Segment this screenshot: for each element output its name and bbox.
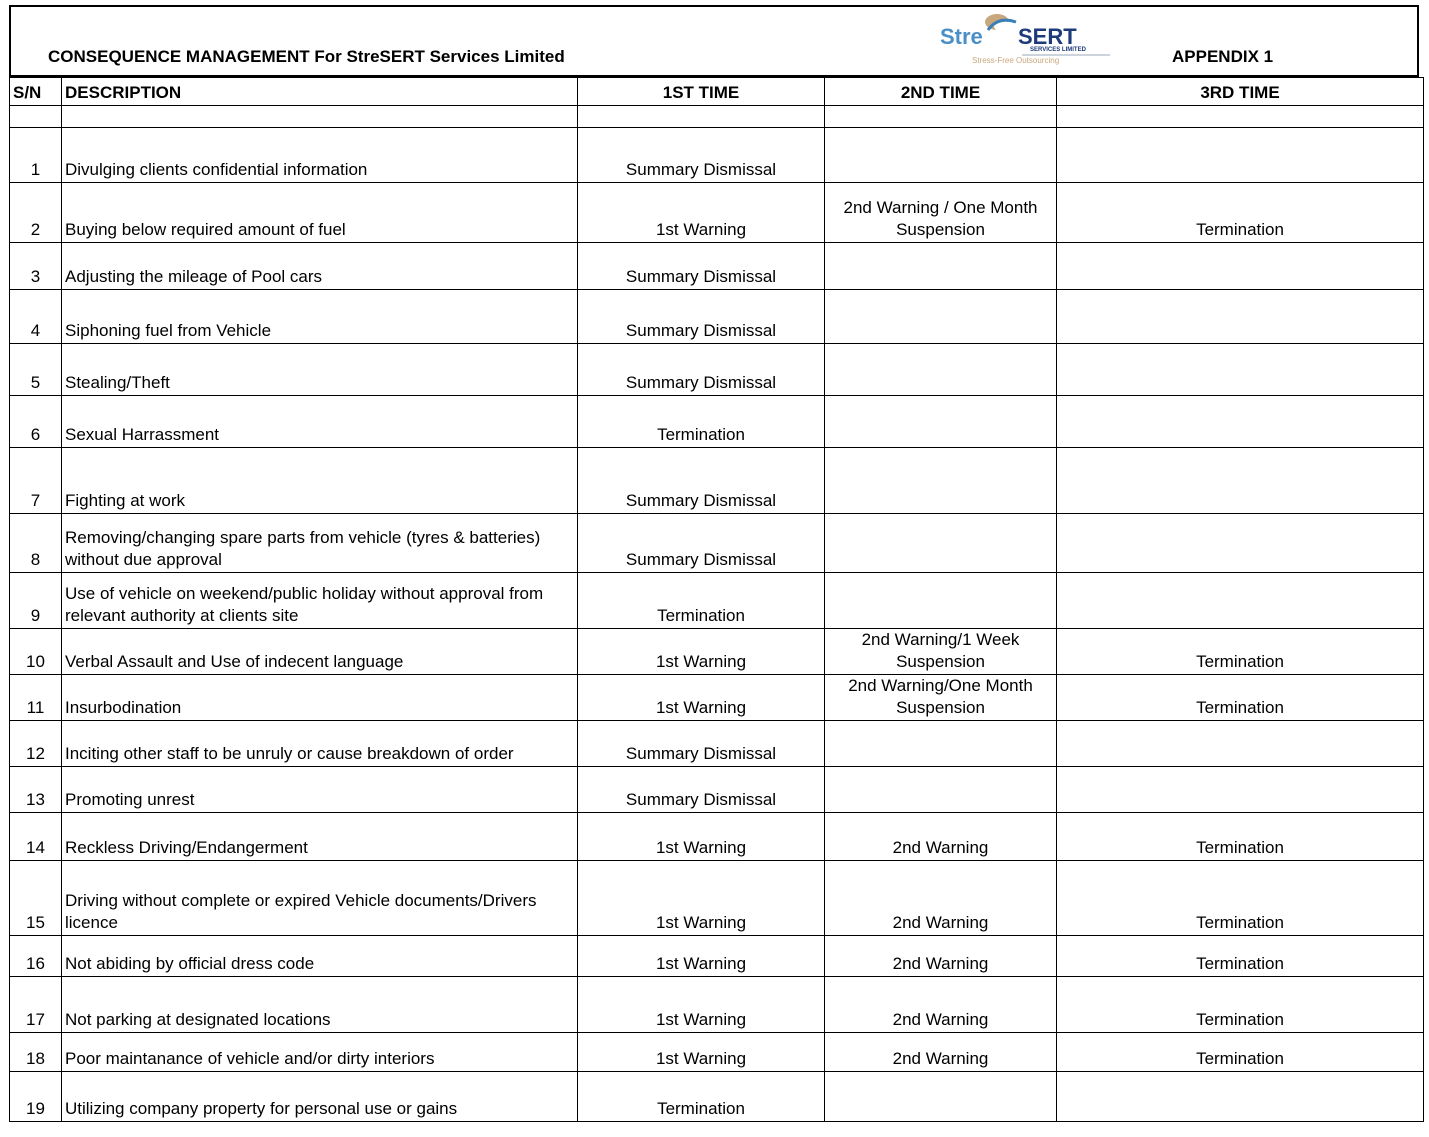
col-header-sn: S/N [10,78,62,106]
second-time-cell [825,573,1057,629]
second-time-cell [825,767,1057,813]
table-row [10,861,1424,936]
table-row [10,813,1424,861]
table-row [10,936,1424,977]
table-row [10,128,1424,183]
description-cell: Adjusting the mileage of Pool cars [62,243,578,290]
sn-cell: 13 [10,767,62,813]
logo-word-a: Stre [940,24,983,49]
sn-cell: 3 [10,243,62,290]
table-row [10,1033,1424,1072]
company-logo [930,10,1115,66]
sn-cell: 19 [10,1072,62,1122]
third-time-cell: Termination [1057,813,1424,861]
third-time-cell [1057,344,1424,396]
second-time-cell: 2nd Warning [825,977,1057,1033]
description-cell: Utilizing company property for personal use or gains [62,1072,578,1122]
sn-cell: 7 [10,448,62,514]
second-time-cell [825,448,1057,514]
third-time-cell: Termination [1057,977,1424,1033]
sn-cell: 15 [10,861,62,936]
sn-cell: 18 [10,1033,62,1072]
sn-cell: 16 [10,936,62,977]
second-time-cell [825,1072,1057,1122]
third-time-cell [1057,448,1424,514]
document-title: CONSEQUENCE MANAGEMENT For StreSERT Services Limited [48,47,565,66]
sn-cell: 8 [10,514,62,573]
third-time-cell [1057,128,1424,183]
first-time-cell: Summary Dismissal [578,128,825,183]
first-time-cell: Summary Dismissal [578,514,825,573]
table-row [10,573,1424,629]
sn-cell: 10 [10,629,62,675]
second-time-cell: 2nd Warning / One Month Suspension [825,183,1057,243]
third-time-cell: Termination [1057,675,1424,721]
second-time-cell: 2nd Warning [825,1033,1057,1072]
table-row [10,721,1424,767]
sn-cell: 9 [10,573,62,629]
second-time-cell [825,721,1057,767]
third-time-cell [1057,243,1424,290]
sn-cell: 17 [10,977,62,1033]
first-time-cell: Summary Dismissal [578,767,825,813]
third-time-cell [1057,767,1424,813]
description-cell: Insurbodination [62,675,578,721]
sn-cell: 12 [10,721,62,767]
description-cell: Sexual Harrassment [62,396,578,448]
table-row [10,514,1424,573]
first-time-cell: Summary Dismissal [578,344,825,396]
table-row [10,183,1424,243]
third-time-cell [1057,514,1424,573]
third-time-cell: Termination [1057,1033,1424,1072]
table-row [10,767,1424,813]
third-time-cell: Termination [1057,629,1424,675]
description-cell: Driving without complete or expired Vehicle documents/Drivers licence [62,861,578,936]
table-row [10,290,1424,344]
description-cell: Inciting other staff to be unruly or cause breakdown of order [62,721,578,767]
appendix-label: APPENDIX 1 [1172,47,1274,66]
logo-subline: SERVICES LIMITED [1030,47,1086,53]
third-time-cell [1057,573,1424,629]
first-time-cell: 1st Warning [578,183,825,243]
first-time-cell: 1st Warning [578,861,825,936]
sn-cell: 5 [10,344,62,396]
sn-cell: 11 [10,675,62,721]
logo-tagline: Stress-Free Outsourcing [972,56,1060,65]
table-row [10,243,1424,290]
first-time-cell: Summary Dismissal [578,448,825,514]
first-time-cell: Summary Dismissal [578,290,825,344]
description-cell: Promoting unrest [62,767,578,813]
table-row [10,448,1424,514]
second-time-cell [825,514,1057,573]
consequence-table [9,77,1424,1122]
third-time-cell: Termination [1057,183,1424,243]
third-time-cell [1057,290,1424,344]
table-row [10,1072,1424,1122]
second-time-cell: 2nd Warning [825,813,1057,861]
first-time-cell: 1st Warning [578,675,825,721]
description-cell: Fighting at work [62,448,578,514]
third-time-cell [1057,721,1424,767]
description-cell: Stealing/Theft [62,344,578,396]
document-header [9,5,1419,78]
description-cell: Poor maintanance of vehicle and/or dirty interiors [62,1033,578,1072]
first-time-cell: Summary Dismissal [578,721,825,767]
description-cell: Divulging clients confidential information [62,128,578,183]
third-time-cell [1057,1072,1424,1122]
first-time-cell: 1st Warning [578,936,825,977]
third-time-cell: Termination [1057,936,1424,977]
first-time-cell: 1st Warning [578,629,825,675]
description-cell: Removing/changing spare parts from vehicle (tyres & batteries) without due approval [62,514,578,573]
sn-cell: 14 [10,813,62,861]
table-row [10,675,1424,721]
first-time-cell: 1st Warning [578,813,825,861]
table-row [10,629,1424,675]
first-time-cell: Termination [578,396,825,448]
table-row [10,396,1424,448]
second-time-cell: 2nd Warning [825,936,1057,977]
col-header-third-time: 3RD TIME [1057,78,1424,106]
second-time-cell: 2nd Warning/1 Week Suspension [825,629,1057,675]
third-time-cell: Termination [1057,861,1424,936]
sn-cell: 4 [10,290,62,344]
description-cell: Reckless Driving/Endangerment [62,813,578,861]
second-time-cell [825,344,1057,396]
description-cell: Verbal Assault and Use of indecent language [62,629,578,675]
first-time-cell: Termination [578,1072,825,1122]
table-row [10,977,1424,1033]
table-row [10,344,1424,396]
description-cell: Not parking at designated locations [62,977,578,1033]
second-time-cell [825,396,1057,448]
col-header-first-time: 1ST TIME [578,78,825,106]
logo-word-b: SERT [1018,24,1077,49]
description-cell: Use of vehicle on weekend/public holiday without approval from relevant authority at clients site [62,573,578,629]
col-header-second-time: 2ND TIME [825,78,1057,106]
blank-row [10,106,1424,128]
second-time-cell [825,128,1057,183]
description-cell: Siphoning fuel from Vehicle [62,290,578,344]
second-time-cell: 2nd Warning [825,861,1057,936]
sn-cell: 2 [10,183,62,243]
first-time-cell: 1st Warning [578,1033,825,1072]
first-time-cell: Termination [578,573,825,629]
second-time-cell [825,290,1057,344]
second-time-cell [825,243,1057,290]
sn-cell: 1 [10,128,62,183]
description-cell: Buying below required amount of fuel [62,183,578,243]
col-header-description: DESCRIPTION [62,78,578,106]
first-time-cell: 1st Warning [578,977,825,1033]
table-header-row [10,78,1424,106]
third-time-cell [1057,396,1424,448]
first-time-cell: Summary Dismissal [578,243,825,290]
sn-cell: 6 [10,396,62,448]
description-cell: Not abiding by official dress code [62,936,578,977]
second-time-cell: 2nd Warning/One Month Suspension [825,675,1057,721]
